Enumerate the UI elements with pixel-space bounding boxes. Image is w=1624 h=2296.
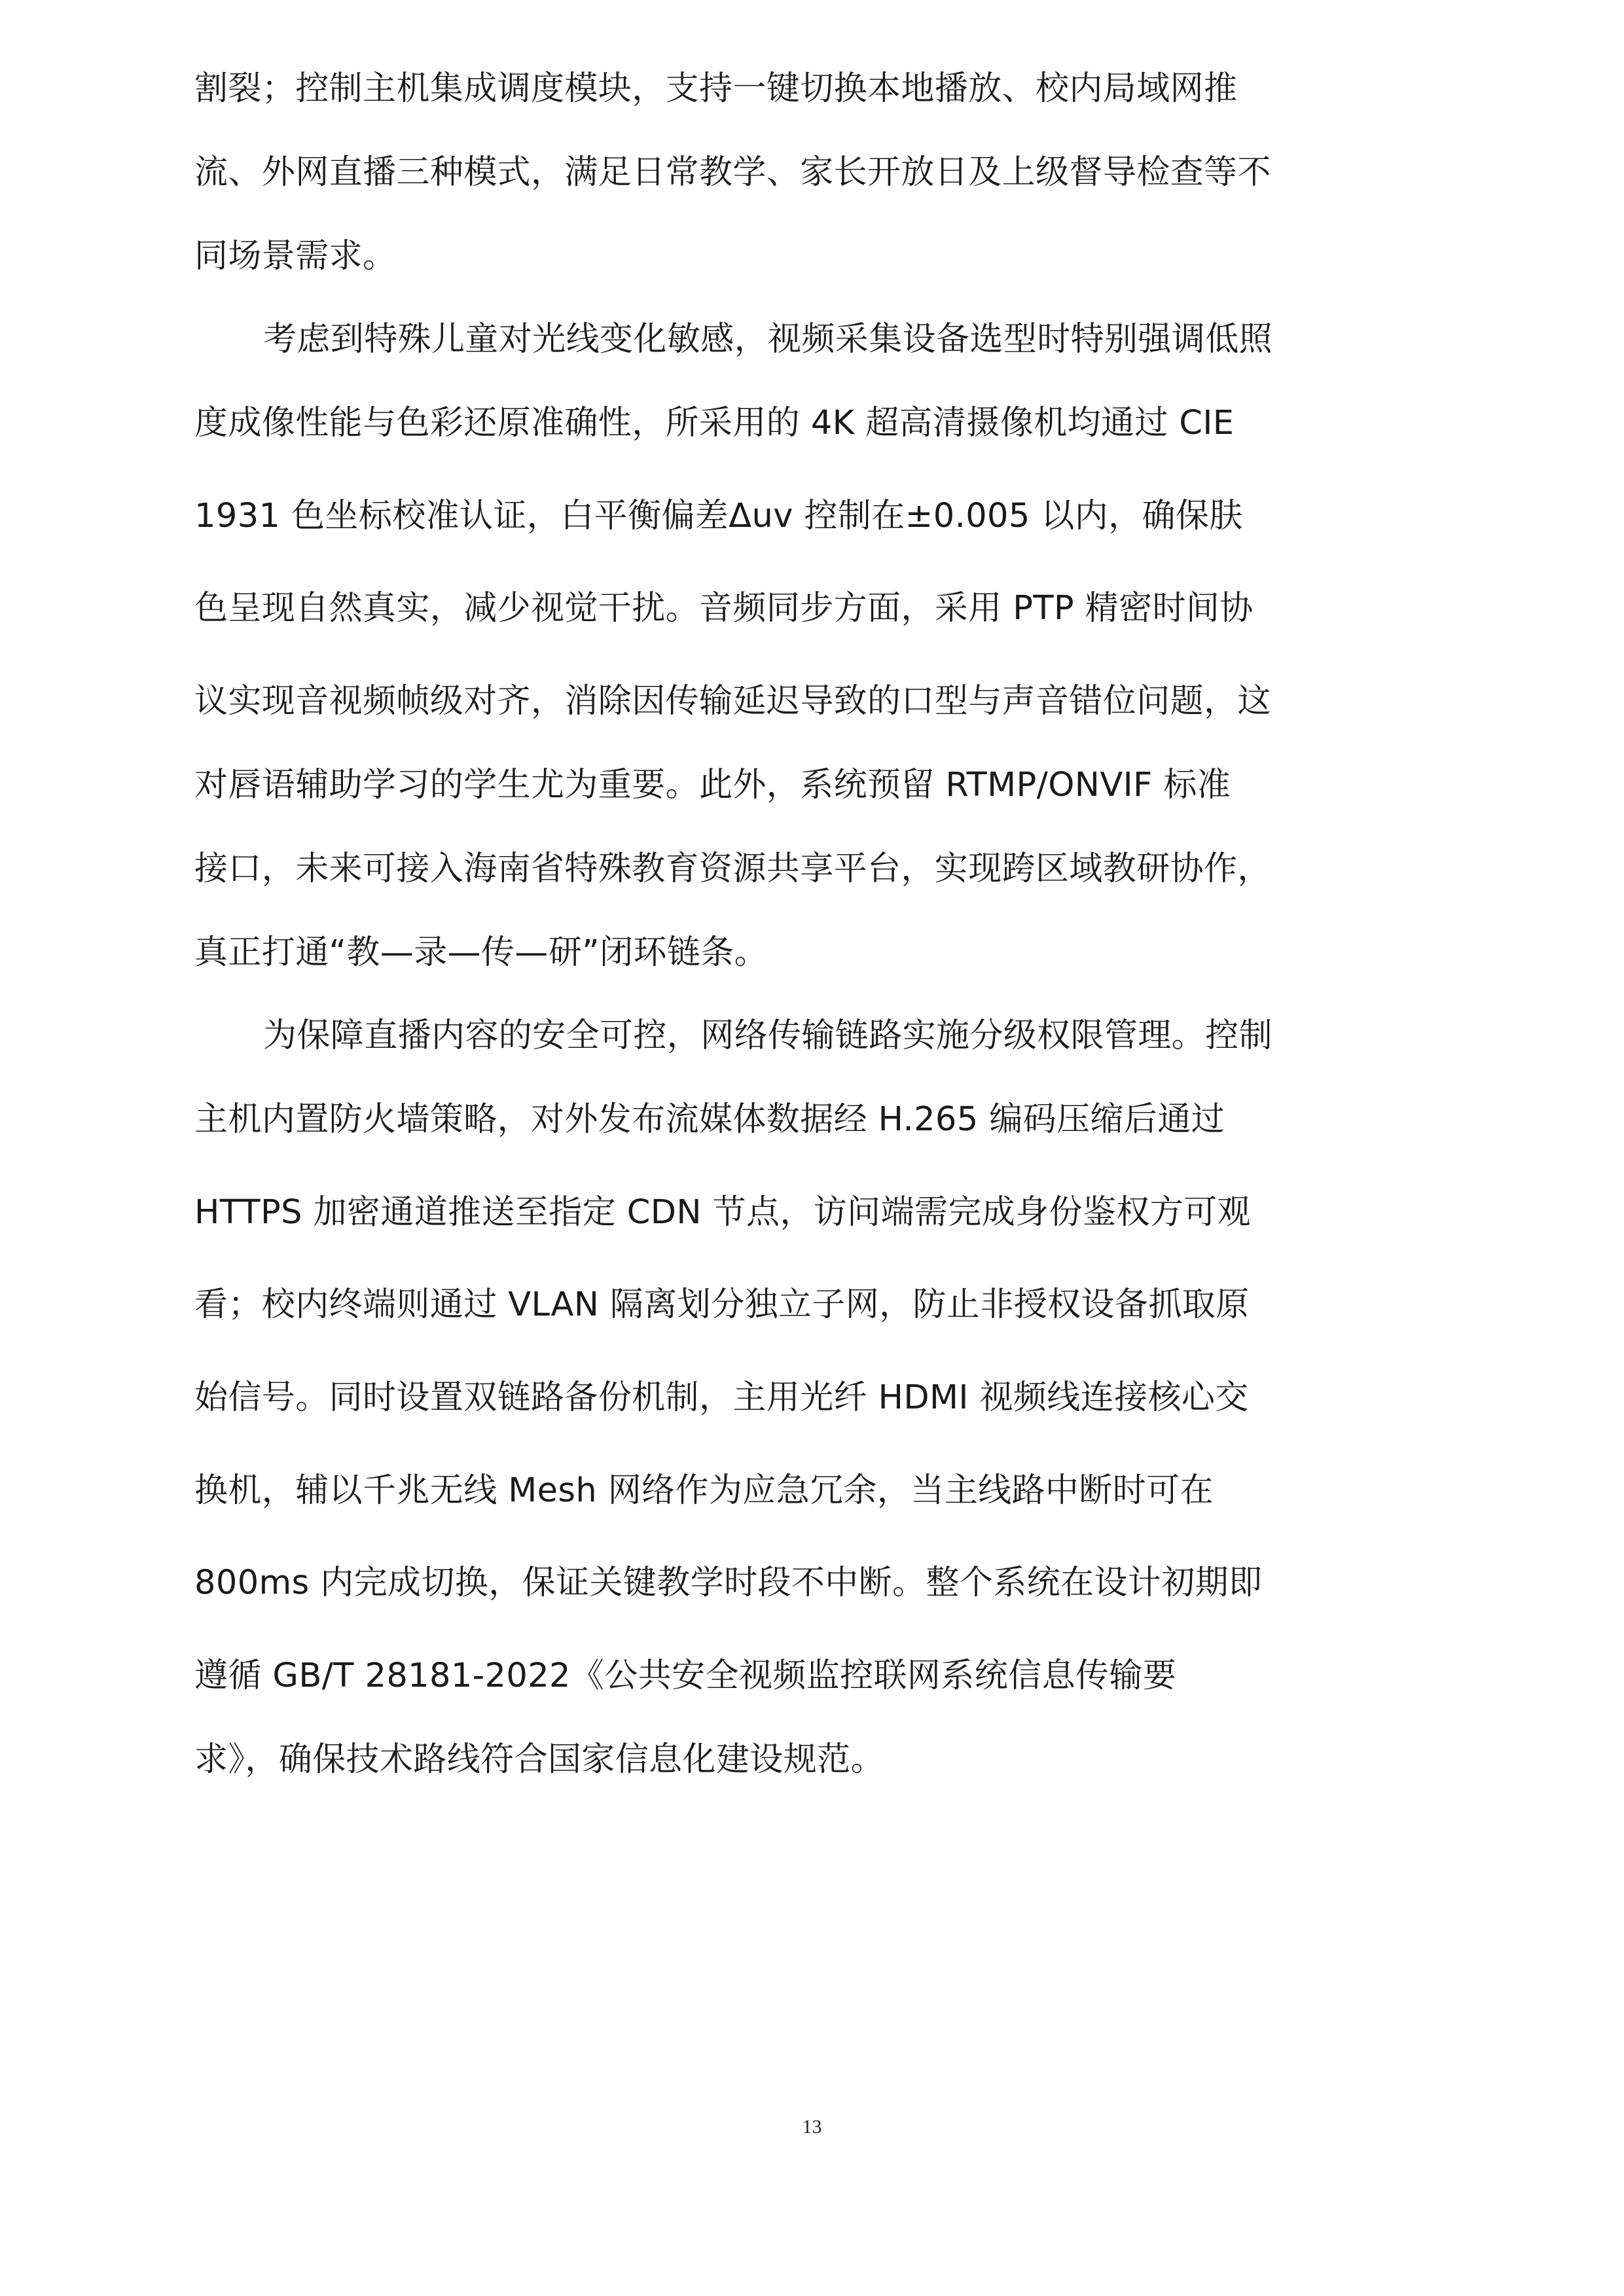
text-line: 看；校内终端则通过 VLAN 隔离划分独立子网，防止非授权设备抓取原 [194,1285,1250,1324]
text-line: 同场景需求。 [194,237,397,276]
text-line: 割裂；控制主机集成调度模块，支持一键切换本地播放、校内局域网推 [194,69,1238,108]
text-line: 真正打通“教—录—传—研”闭环链条。 [194,933,768,972]
text-line: HTTPS 加密通道推送至指定 CDN 节点，访问端需完成身份鉴权方可观 [194,1193,1251,1232]
text-line: 遵循 GB/T 28181-2022《公共安全视频监控联网系统信息传输要 [194,1657,1177,1695]
text-line: 议实现音视频帧级对齐，消除因传输延迟导致的口型与声音错位问题，这 [194,682,1271,721]
text-line: 800ms 内完成切换，保证关键教学时段不中断。整个系统在设计初期即 [194,1564,1263,1602]
text-line: 1931 色坐标校准认证，白平衡偏差Δuv 控制在±0.005 以内，确保肤 [194,497,1243,535]
text-line: 接口，未来可接入海南省特殊教育资源共享平台，实现跨区域教研协作， [194,850,1271,888]
text-line: 求》，确保技术路线符合国家信息化建设规范。 [194,1740,884,1779]
text-line: 对唇语辅助学习的学生尤为重要。此外，系统预留 RTMP/ONVIF 标准 [194,766,1231,804]
text-line: 始信号。同时设置双链路备份机制，主用光纤 HDMI 视频线连接核心交 [194,1378,1249,1417]
text-line: 主机内置防火墙策略，对外发布流媒体数据经 H.265 编码压缩后通过 [194,1100,1225,1139]
paragraph-start-line: 为保障直播内容的安全可控，网络传输链路实施分级权限管理。控制 [263,1016,1273,1055]
paragraph-start-line: 考虑到特殊儿童对光线变化敏感，视频采集设备选型时特别强调低照 [263,320,1273,359]
text-line: 度成像性能与色彩还原准确性，所采用的 4K 超高清摄像机均通过 CIE [194,404,1235,442]
text-line: 换机，辅以千兆无线 Mesh 网络作为应急冗余，当主线路中断时可在 [194,1471,1214,1510]
page-number: 13 [802,2116,822,2138]
text-line: 流、外网直播三种模式，满足日常教学、家长开放日及上级督导检查等不 [194,153,1271,192]
text-line: 色呈现自然真实，减少视觉干扰。音频同步方面，采用 PTP 精密时间协 [194,589,1254,628]
